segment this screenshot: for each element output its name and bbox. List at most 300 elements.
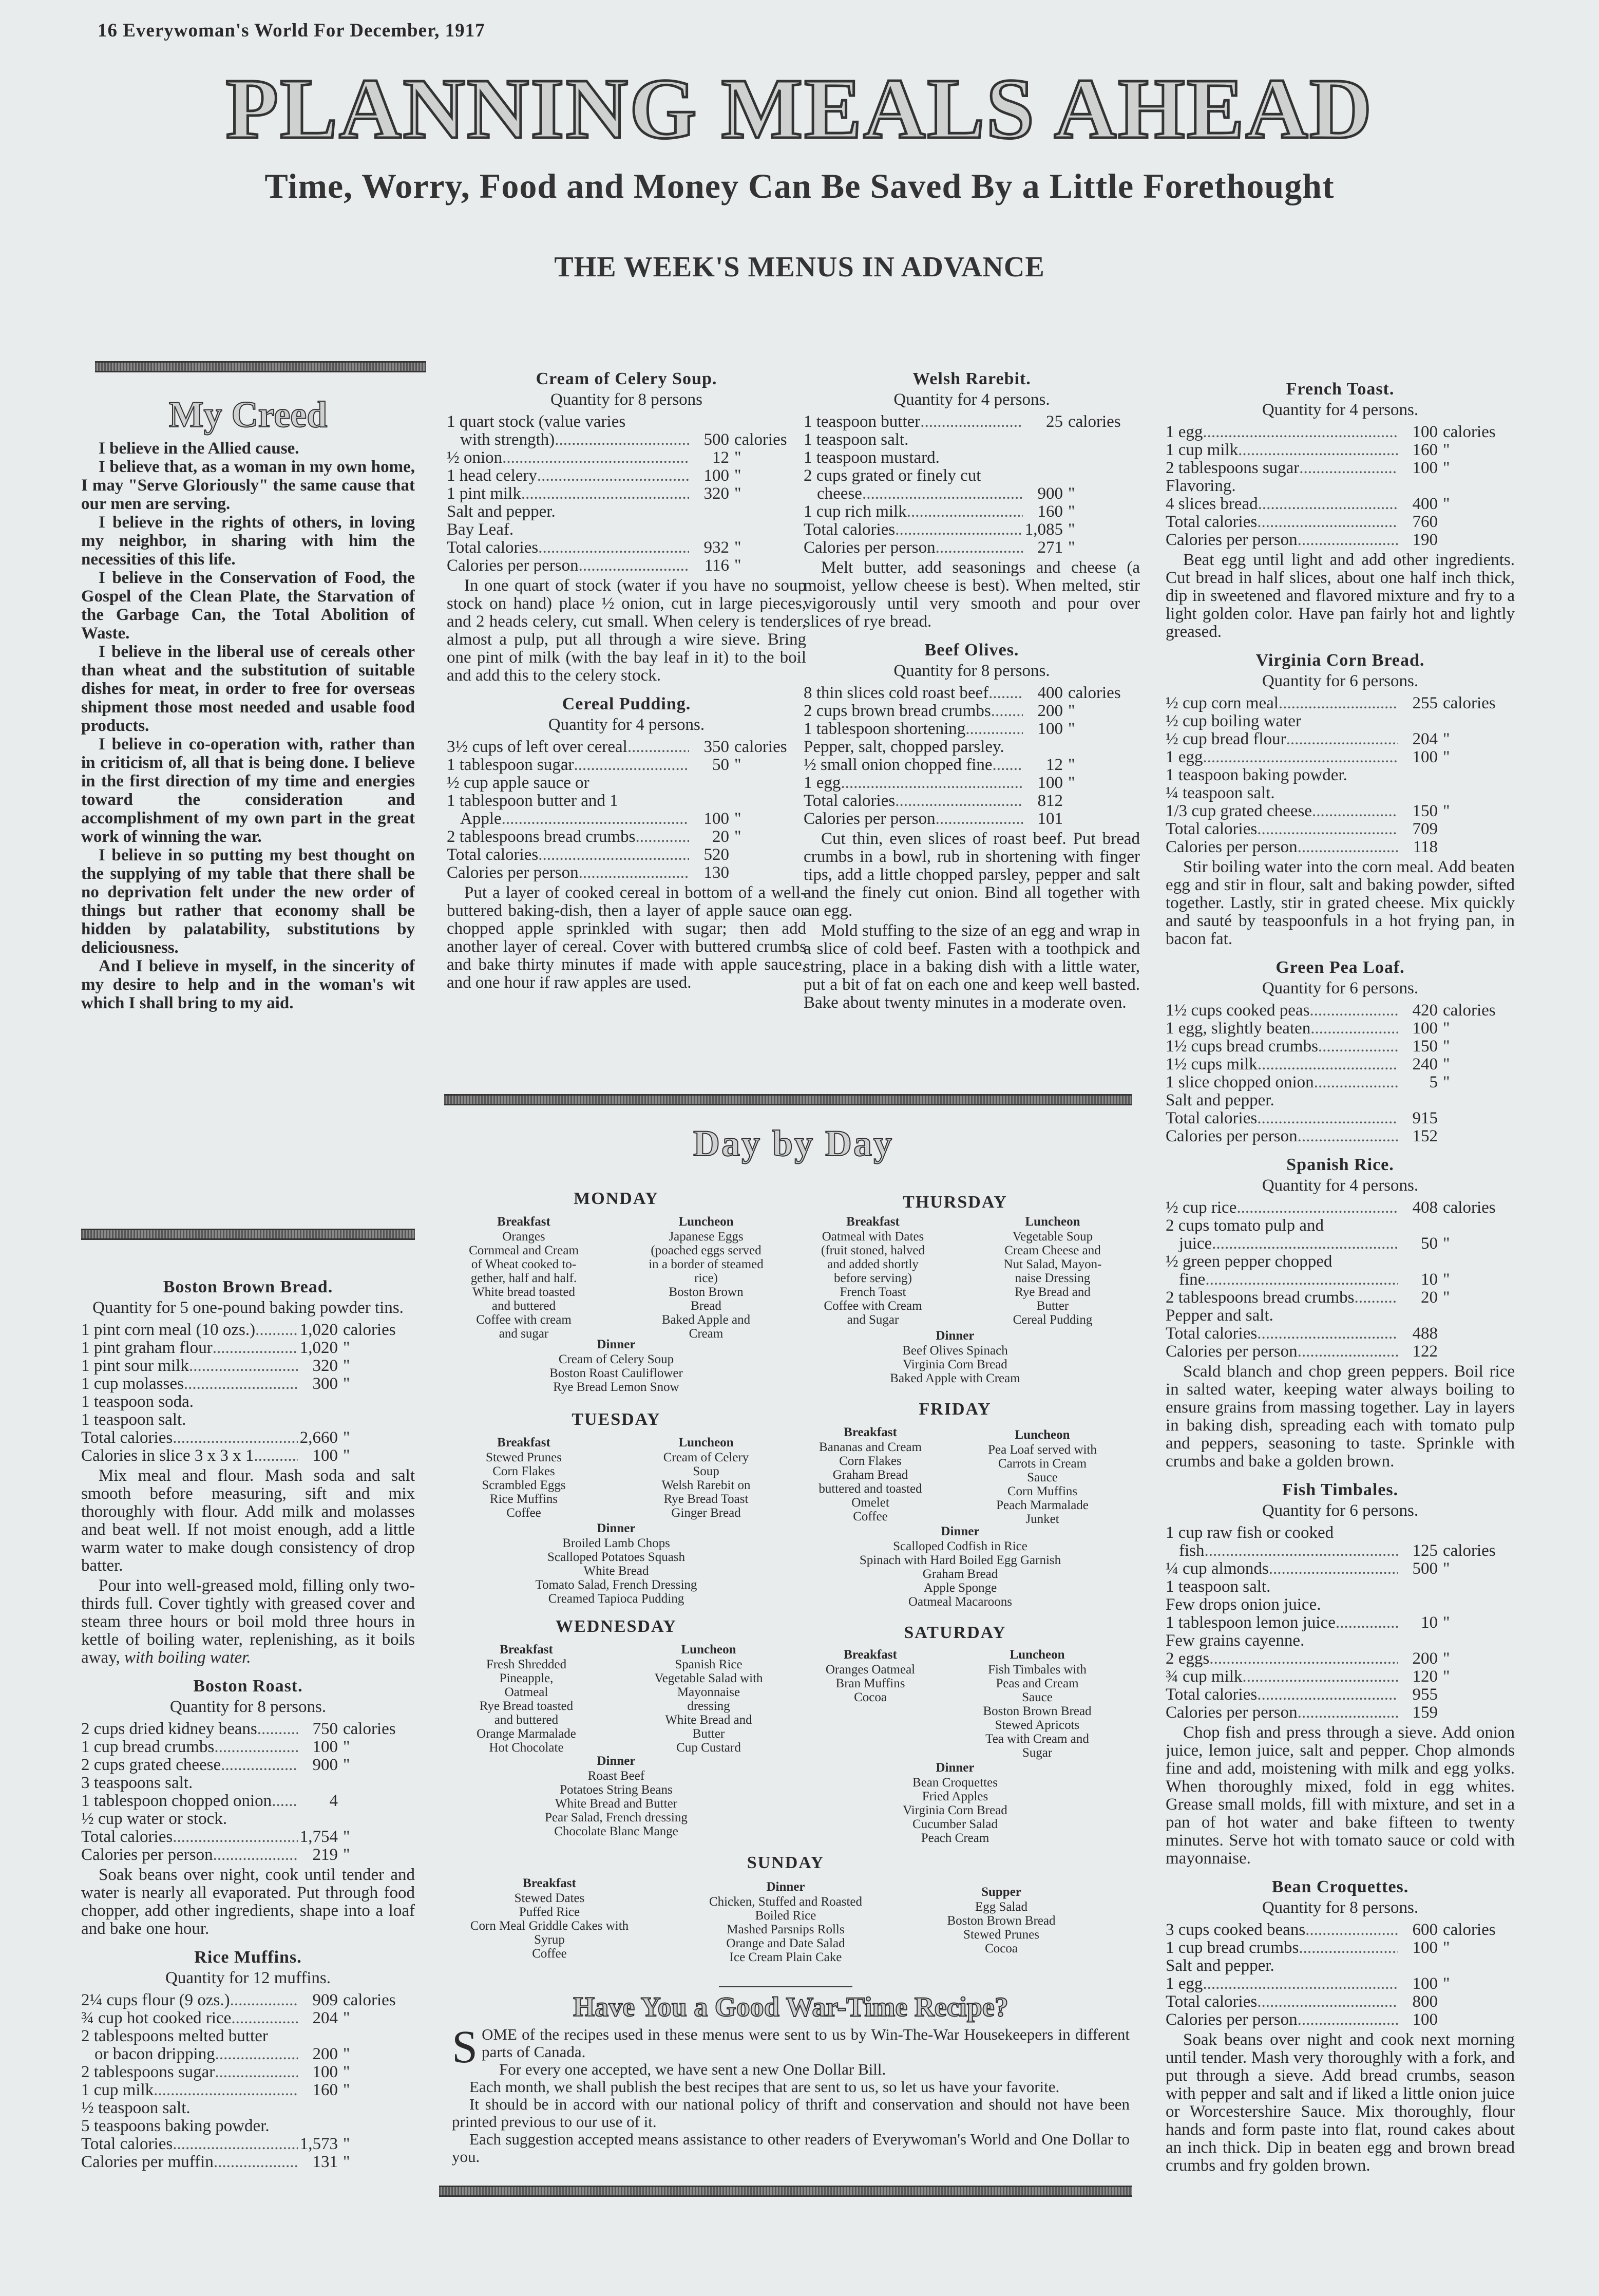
calorie-unit: " [1443,1288,1450,1307]
calorie-unit [1438,838,1515,856]
ingredient-line [1166,1632,1515,1650]
leader-dots [627,738,689,756]
ingredient-line [1166,1343,1515,1361]
ingredient: 2 eggs [1166,1649,1210,1668]
calorie-value: 160 [1412,441,1438,459]
calorie-value: 100 [1412,459,1438,477]
calorie-unit: calories [1443,423,1496,441]
ingredient: Salt and pepper. [447,502,556,521]
ingredient-line [81,1991,415,2009]
ingredient: Pepper, salt, chopped parsley. [804,738,1004,756]
leader-dots [555,431,689,449]
ingredient-line [1166,1038,1515,1056]
ingredient-line [81,2135,415,2153]
leader-dots [1305,1921,1398,1939]
ingredient-line [1166,1109,1515,1127]
ingredient: Total calories [1166,1109,1258,1127]
ingredient-line [1166,1235,1515,1253]
leader-dots [213,1339,298,1357]
calorie-value: 750 [312,1720,338,1738]
ingredient: 1 tablespoon shortening [804,720,966,738]
thursday-dinner: Dinner Beef Olives Spinach Virginia Corn Bread Baked Apple with Cream [890,1329,1020,1385]
thursday-luncheon: Luncheon Vegetable Soup Cream Cheese and Nut Salad, Mayon- naise Dressing Rye Bread and Butter Cereal Pudding [1003,1215,1102,1327]
leader-dots [936,539,1023,557]
ingredient-line [447,539,806,557]
calorie-value: 116 [704,556,729,575]
calorie-value: 159 [1412,1703,1438,1722]
leader-dots [173,1429,298,1447]
ingredient-line [1166,441,1515,459]
ingredient-line [447,792,806,810]
ingredient: ½ cup bread flour [1166,730,1286,748]
ingredient: Calories per person [447,556,579,575]
ingredient-line [1166,531,1515,549]
calorie-value: 20 [712,827,729,846]
recipe-title: Cream of Celery Soup. [536,369,717,388]
ingredient: fine [1179,1270,1206,1289]
ingredient-line [1166,1704,1515,1722]
leader-dots [1299,1939,1398,1957]
ingredient: 1 egg [804,774,841,792]
ingredient: 1 cup rich milk [804,502,907,521]
ingredient: 2 cups grated or finely cut [804,466,981,485]
recipe-title: Green Pea Loaf. [1276,958,1405,977]
ingredient: 1 teaspoon salt. [804,430,909,449]
rule-bar [444,1094,1132,1105]
recipe-directions [81,1577,415,1667]
ingredient-line [1166,495,1515,513]
leader-dots [189,1357,298,1375]
ingredient: ½ cup boiling water [1166,712,1301,730]
calorie-unit [1063,792,1140,810]
ingredient-line [447,774,806,792]
calorie-unit: calories [1443,1921,1496,1939]
ingredient: Calories per person [81,1846,213,1864]
ingredient: Flavoring. [1166,477,1236,495]
recipe-directions: In one quart of stock (water if you have no soup stock on hand) place ½ onion, cut in large pieces, and 2 heads celery, cut small. When celery is tender, almost a pulp, put all through a wire sieve. Bring one pint of milk (with the bay leaf in it) to the boil and add this to the celery stock. [447,576,806,685]
leader-dots [257,1720,298,1738]
calorie-value: 1,020 [299,1321,338,1339]
thursday-breakfast: Breakfast Oatmeal with Dates (fruit stoned, halved and added shortly before serving) French Toast Coffee with Cream and Sugar [821,1215,925,1327]
ingredient-line [1166,820,1515,838]
calorie-unit: calories [734,738,787,756]
ingredient-line [1166,802,1515,820]
ingredient-line [1166,694,1515,712]
ingredient: 1 egg [1166,1974,1203,1993]
ingredient-line [1166,423,1515,441]
leader-dots [579,864,689,882]
creed-paragraph: I believe in the Allied cause. [99,439,299,458]
calorie-unit: " [343,2081,350,2099]
calorie-unit: " [1443,1234,1450,1253]
leader-dots [213,1846,298,1864]
ingredient-line [1166,1217,1515,1235]
column-1-recipes [81,1268,415,2171]
day-wednesday: WEDNESDAY [556,1617,677,1636]
calorie-unit: calories [1443,694,1496,712]
ingredient: Total calories [1166,1324,1258,1343]
calorie-unit: " [1443,1649,1450,1668]
recipe-green-pea-loaf [1166,958,1515,1145]
ingredient-line [1166,1127,1515,1145]
ingredient-line [81,2045,415,2063]
leader-dots [231,2009,298,2027]
ingredient: 1 cup molasses [81,1375,184,1393]
ingredient-line [804,521,1140,539]
ingredient: 1½ cups milk [1166,1055,1258,1074]
ingredient-line [81,2027,415,2045]
leader-dots [1298,2011,1398,2029]
calorie-value: 200 [312,2045,338,2063]
friday-breakfast: Breakfast Bananas and Cream Corn Flakes Graham Bread buttered and toasted Omelet Coffee [818,1425,922,1523]
leader-dots [895,521,1023,539]
creed-paragraph: I believe in the rights of others, in loving my neighbor, in sharing with him the necessities of this life. [81,513,415,569]
ingredient-line [81,1720,415,1738]
ingredient: Salt and pepper. [1166,1956,1274,1975]
ingredient: 8 thin slices cold roast beef [804,684,989,702]
ingredient: ½ cup water or stock. [81,1810,227,1828]
ingredient-line [447,738,806,756]
calorie-value: 408 [1412,1198,1438,1217]
column-4-recipes [1166,370,1515,2175]
calorie-value: 955 [1412,1685,1438,1704]
recipe-directions: Soak beans over night, cook until tender and water is nearly all evaporated. Put through food chopper, add other ingredients, shape into a loaf and bake one hour. [81,1866,415,1938]
calorie-unit: " [343,1738,350,1756]
recipe-fish-timbales [1166,1481,1515,1868]
ingredient: 2 cups dried kidney beans [81,1720,257,1738]
ingredient-line [1166,1993,1515,2011]
leader-dots [1310,1020,1398,1038]
ingredient-line [1166,1002,1515,1020]
calorie-unit [1438,531,1515,549]
leader-dots [254,1447,298,1465]
ingredient-line [81,1357,415,1375]
leader-dots [215,2045,298,2063]
contest-text: For every one accepted, we have sent a new One Dollar Bill. [499,2060,886,2078]
ingredient-line [81,2153,415,2171]
ingredient: 1 teaspoon baking powder. [1166,766,1347,784]
creed-paragraph: I believe in co-operation with, rather than in criticism of, all that is being done. I believe in the first direction of my time and energies toward the consideration and accomplishment of my own part in the great work of winning the war. [81,735,415,846]
calorie-unit: calories [1443,1198,1496,1217]
calorie-value: 5 [1429,1073,1438,1091]
divider [719,1986,852,1987]
calorie-unit: " [343,1428,350,1447]
ingredient: 1 pint corn meal (10 ozs.) [81,1321,256,1339]
recipe-quantity: Quantity for 6 persons. [1262,672,1419,690]
recipe-directions [804,922,1140,1012]
calorie-unit [1438,1993,1515,2011]
contest-text: It should be in accord with our national policy of thrift and conservation and should not have been printed previous to our use of it. [452,2095,1130,2131]
recipe-french-toast [1166,380,1515,641]
recipe-title: French Toast. [1286,380,1395,399]
ingredient-line [1166,730,1515,748]
friday-luncheon: Luncheon Pea Loaf served with Carrots in Cream Sauce Corn Muffins Peach Marmalade Junket [988,1428,1097,1526]
ingredient-line [81,1792,415,1810]
calorie-value: 2,660 [299,1428,338,1447]
ingredient: 2 tablespoons sugar [81,2063,215,2081]
leader-dots [1257,820,1398,838]
ingredient-line [81,1774,415,1792]
day-thursday: THURSDAY [903,1193,1007,1212]
leader-dots [993,756,1023,774]
recipe-title: Rice Muffins. [194,1948,302,1967]
leader-dots [988,684,1023,702]
leader-dots [502,449,689,467]
recipe-title: Virginia Corn Bread. [1255,651,1425,670]
calorie-value: 10 [1421,1270,1438,1289]
calorie-value: 100 [1412,1939,1438,1957]
ingredient-line [1166,712,1515,730]
ingredient: 1 teaspoon soda. [81,1392,194,1411]
calorie-unit: calories [343,1321,396,1339]
ingredient: 1 cup raw fish or cooked [1166,1523,1334,1542]
recipe-directions: Mix meal and flour. Mash soda and salt smooth before measuring, sift and mix thoroughly with flour. Add milk and molasses and beat well. If not moist enough, add a little warm water to make dough consistency of drop batter. [81,1466,415,1575]
leader-dots [173,1828,298,1846]
leader-dots [1314,1074,1398,1091]
calorie-unit: calories [1068,412,1121,431]
recipe-bean-croquettes [1166,1878,1515,2175]
page-title: PLANNING MEALS AHEAD [225,61,1374,157]
ingredient-line [1166,1939,1515,1957]
ingredient-line [1166,1921,1515,1939]
ingredient: ½ cup rice [1166,1198,1237,1217]
leader-dots [579,557,689,575]
ingredient: Calories per person [1166,838,1298,856]
ingredient: ½ onion [447,448,503,467]
calorie-value: 204 [312,2009,338,2027]
ingredient-line [1166,748,1515,766]
ingredient-line [81,1411,415,1429]
recipe-title: Welsh Rarebit. [912,369,1031,388]
ingredient: Calories per person [804,810,936,828]
ingredient: 1 pint milk [447,484,521,503]
recipe-rice-muffins [81,1948,415,2171]
recipe-title: Fish Timbales. [1282,1480,1399,1499]
ingredient: 1 teaspoon salt. [1166,1577,1271,1596]
calorie-unit: " [343,1446,350,1465]
ingredient: Calories per person [1166,1703,1298,1722]
ingredient: 1 tablespoon butter and 1 [447,792,618,810]
calorie-unit: " [343,1357,350,1375]
recipe-cream-of-celery-soup [447,370,806,685]
leader-dots [1318,1038,1398,1056]
page-subtitle: Time, Worry, Food and Money Can Be Saved By a Little Forethought [264,166,1335,205]
leader-dots [1312,802,1398,820]
day-monday: MONDAY [574,1189,659,1208]
ingredient: 1 quart stock (value varies [447,412,626,431]
contest-heading: Have You a Good War-Time Recipe? [573,1991,1008,2022]
ingredient-line [804,810,1140,828]
ingredient: 1/3 cup grated cheese [1166,802,1312,820]
ingredient: fish [1179,1541,1205,1560]
calorie-unit: " [343,2009,350,2027]
ingredient-line [447,756,806,774]
saturday-luncheon: Luncheon Fish Timbales with Peas and Cream Sauce Boston Brown Bread Stewed Apricots Tea with Cream and Sugar [983,1648,1092,1760]
ingredient: Calories per person [1166,1342,1298,1361]
calorie-unit: " [1443,1667,1450,1686]
rule-bar [439,2186,1132,2197]
calorie-unit: " [1443,1037,1450,1056]
ingredient: Total calories [1166,1992,1258,2011]
calorie-unit: " [1068,720,1075,738]
leader-dots [991,702,1023,720]
calorie-unit: " [1443,1019,1450,1038]
leader-dots [173,2135,298,2153]
leader-dots [502,810,689,828]
ingredient: Few grains cayenne. [1166,1631,1305,1650]
recipe-directions: Stir boiling water into the corn meal. Add beaten egg and stir in flour, salt and baking powder, sifted together. Lastly, stir in grated cheese. Mix quickly and sauté by teaspoonfuls in a hot frying pan, in bacon fat. [1166,858,1515,948]
calorie-value: 20 [1421,1288,1438,1307]
calorie-value: 10 [1421,1613,1438,1632]
ingredient: 1 cup bread crumbs [1166,1939,1299,1957]
ingredient-line [81,1846,415,1864]
leader-dots [920,413,1023,431]
recipe-contest-box [452,1991,1130,2166]
ingredient-line [804,485,1140,503]
ingredient-line [81,1393,415,1411]
calorie-unit: " [343,1756,350,1774]
leader-dots [1212,1235,1398,1253]
calorie-value: 50 [712,756,729,774]
ingredient-line [81,1429,415,1447]
ingredient-line [81,1447,415,1465]
ingredient: 1 slice chopped onion [1166,1073,1314,1091]
recipe-quantity: Quantity for 8 persons. [169,1698,327,1716]
ingredient-line [1166,1091,1515,1109]
recipe-quantity: Quantity for 4 persons. [893,390,1050,409]
calorie-unit: " [1068,774,1075,792]
contest-text: OME of the recipes used in these menus were sent to us by Win-The-War Housekeepers in different parts of Canada. [482,2025,1130,2061]
calorie-value: 150 [1412,1037,1438,1056]
recipe-beef-olives [804,641,1140,1012]
leader-dots [936,810,1023,828]
ingredient: 1 cup milk [81,2081,154,2099]
ingredient-line [804,467,1140,485]
directions-text: Pour into well-greased mold, filling only two-thirds full. Cover tightly with greased cover and steam three hours or boil mold three hours in kettle of boiling water, replenishing, as it boils away, [81,1576,415,1667]
ingredient: 3 teaspoons salt. [81,1774,193,1792]
ingredient: ½ green pepper chopped [1166,1252,1332,1271]
calorie-value: 219 [312,1846,338,1864]
leader-dots [214,2153,298,2171]
ingredient: Total calories [1166,820,1258,838]
calorie-value: 122 [1412,1342,1438,1361]
calorie-unit: " [1068,484,1075,503]
leader-dots [1236,1199,1398,1217]
creed-paragraph: I believe in the liberal use of cereals other than wheat and the substitution of suitable dishes for meat, in order to free for overseas shipment those most needed and usable food products. [81,643,415,735]
leader-dots [221,1756,298,1774]
ingredient: 2¼ cups flour (9 ozs.) [81,1991,230,2009]
calorie-value: 131 [312,2153,338,2171]
leader-dots [1205,1271,1398,1289]
leader-dots [255,1321,298,1339]
ingredient: Total calories [81,1828,173,1846]
menus-heading: Day by Day [693,1123,894,1164]
ingredient-line [447,503,806,521]
ingredient: Calories per person [1166,531,1298,549]
ingredient: cheese [817,484,862,503]
calorie-unit: " [734,538,741,557]
day-saturday: SATURDAY [904,1623,1006,1642]
calorie-unit: " [1443,1613,1450,1632]
ingredient: 1 egg, slightly beaten [1166,1019,1311,1038]
recipe-directions: Soak beans over night and cook next morning until tender. Mash very thoroughly with a fork, and put through a sieve. Add bread crumbs, season with pepper and salt and if liked a little onion juice or Worcestershire Sauce. Mix thoroughly, flour hands and form paste into flat, round cakes about an inch thick. Dip in beaten egg and brown bread crumbs and fry golden brown. [1166,2030,1515,2175]
creed-paragraphs [81,439,415,1012]
ingredient-line [81,1321,415,1339]
calorie-value: 400 [1037,684,1063,702]
ingredient-line [81,2009,415,2027]
leader-dots [1258,495,1398,513]
ingredient: 2 tablespoons bread crumbs [1166,1288,1355,1307]
ingredient-line [447,846,806,864]
ingredient: Calories in slice 3 x 3 x 1 [81,1446,254,1465]
calorie-unit: calories [734,430,787,449]
ingredient-line [447,810,806,828]
calorie-value: 500 [703,430,729,449]
recipe-quantity: Quantity for 4 persons. [548,716,705,734]
calorie-unit: " [1068,702,1075,720]
calorie-unit [1438,1109,1515,1127]
ingredient: 2 cups tomato pulp and [1166,1216,1324,1235]
ingredient: 1 head celery [447,466,537,485]
leader-dots [1242,1668,1398,1686]
recipe-directions: Chop fish and press through a sieve. Add onion juice, lemon juice, salt and pepper. Chop almonds fine and add, moistening with milk and egg yolks. When thoroughly mixed, fold in egg whites. Grease small molds, fill with mixture, and set in a pan of hot water and bake fifteen to twenty minutes. Serve hot with tomato sauce or cold with mayonnaise. [1166,1723,1515,1868]
day-tuesday: TUESDAY [572,1410,661,1429]
calorie-value: 320 [312,1357,338,1375]
calorie-value: 271 [1037,538,1063,557]
running-head: 16 Everywoman's World For December, 1917 [98,20,485,41]
ingredient: Total calories [81,2135,173,2153]
calorie-unit: " [1068,502,1075,521]
calorie-unit: " [1068,538,1075,557]
ingredient-line [81,2099,415,2117]
ingredient-line [1166,784,1515,802]
ingredient: 1 cup milk [1166,441,1239,459]
ingredient-line [1166,1307,1515,1325]
leader-dots [1299,459,1398,477]
ingredient-line [1166,1957,1515,1975]
recipe-quantity: Quantity for 6 persons. [1262,979,1419,998]
ingredient-line [447,557,806,575]
ingredient-line [1166,1578,1515,1596]
leader-dots [1258,1056,1398,1074]
calorie-value: 160 [312,2081,338,2099]
ingredient-line [1166,1253,1515,1271]
calorie-value: 100 [1412,1019,1438,1038]
recipe-title: Beef Olives. [924,641,1019,660]
leader-dots [272,1792,298,1810]
calorie-unit: " [1443,441,1450,459]
calorie-value: 420 [1412,1001,1438,1020]
creed-heading: My Creed [168,394,328,435]
recipe-spanish-rice [1166,1156,1515,1471]
ingredient: Few drops onion juice. [1166,1595,1321,1614]
leader-dots [214,1738,298,1756]
leader-dots [574,756,689,774]
tuesday-luncheon: Luncheon Cream of Celery Soup Welsh Rarebit on Rye Bread Toast Ginger Bread [661,1436,751,1520]
leader-dots [1298,1127,1398,1145]
ingredient-line [1166,1560,1515,1578]
calorie-value: 520 [703,845,729,864]
sunday-dinner: Dinner Chicken, Stuffed and Roasted Boiled Rice Mashed Parsnips Rolls Orange and Date Salad Ice Cream Plain Cake [709,1880,863,1964]
creed-paragraph: I believe that, as a woman in my own home, I may "Serve Gloriously" the same cause that our men are serving. [81,458,415,513]
ingredient: Total calories [1166,513,1258,531]
monday-luncheon: Luncheon Japanese Eggs (poached eggs served in a border of steamed rice) Boston Brown Bread Baked Apple and Cream [649,1215,764,1341]
recipe-directions: Put a layer of cooked cereal in bottom of a well-buttered baking-dish, then a layer of apple sauce or chopped apple sprinkled with sugar; then add another layer of cereal. Cover with buttered crumbs and bake thirty minutes if made with apple sauce, and one hour if raw apples are used. [447,883,806,992]
column-2-recipes [447,360,806,992]
ingredient-line [1166,1524,1515,1542]
leader-dots [1205,1542,1398,1560]
ingredient: 3½ cups of left over cereal [447,738,627,756]
